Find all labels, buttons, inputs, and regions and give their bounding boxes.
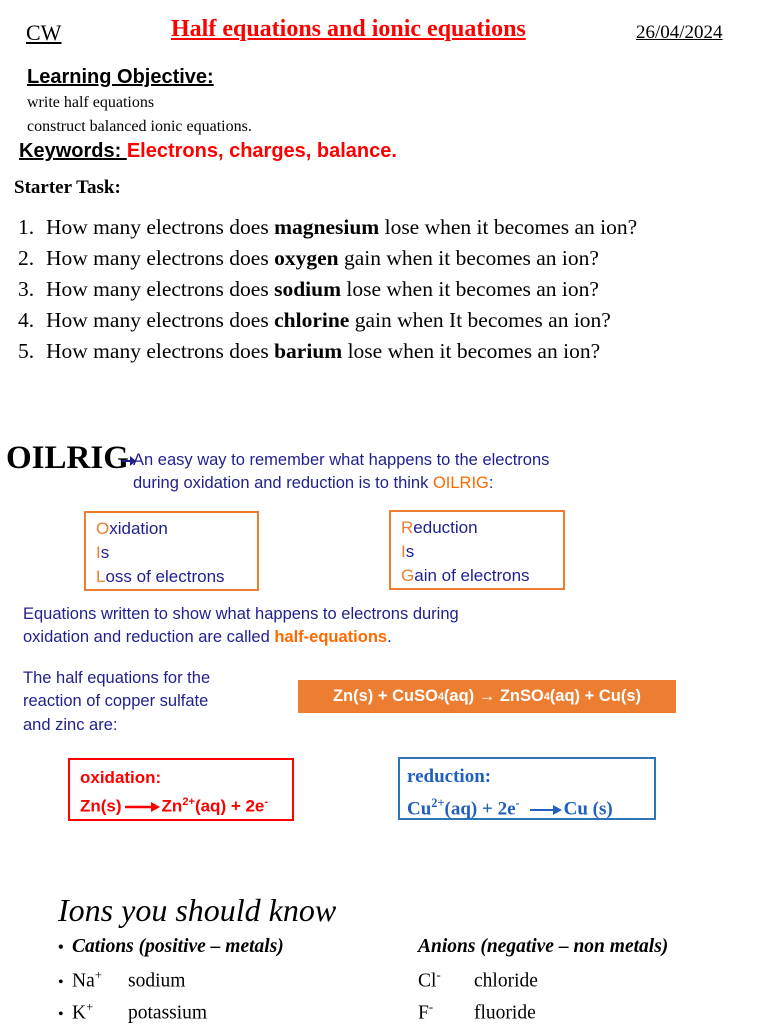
ions-heading: Ions you should know bbox=[58, 892, 337, 928]
page-title: Half equations and ionic equations bbox=[171, 16, 526, 42]
cation-row: • K+ potassium bbox=[58, 1000, 208, 1024]
starter-question: 3. How many electrons does sodium lose when it becomes an ion? bbox=[18, 277, 599, 301]
learning-objective-heading: Learning Objective: bbox=[27, 66, 214, 88]
half-equation-explanation: oxidation and reduction are called half-equations. bbox=[23, 628, 392, 646]
half-equation-explanation: Equations written to show what happens to electrons during bbox=[23, 605, 459, 623]
reaction-text: and zinc are: bbox=[23, 716, 118, 734]
cation-row: • Na+ sodium bbox=[58, 968, 186, 992]
arrow-icon bbox=[520, 804, 564, 816]
overall-equation: Zn(s) + CuSO 4 (aq) → ZnSO 4 (aq) + Cu(s) bbox=[298, 680, 676, 713]
lesson-date: 26/04/2024 bbox=[636, 22, 723, 43]
oilrig-intro-line: during oxidation and reduction is to think OILRIG: bbox=[133, 474, 494, 492]
oxidation-mnemonic-box: Oxidation Is Loss of electrons bbox=[84, 511, 259, 591]
starter-question: 2. How many electrons does oxygen gain when it becomes an ion? bbox=[18, 246, 599, 270]
oxidation-half-equation: oxidation: Zn(s) $Zn^{2+}(aq) + 2e^-$ bbox=[68, 758, 294, 821]
reduction-half-equation: reduction: $Cu^{2+}(aq) + 2e^-$ Cu (s) bbox=[398, 757, 656, 820]
objective-line: write half equations bbox=[27, 94, 155, 111]
starter-task-heading: Starter Task: bbox=[14, 177, 121, 198]
oilrig-intro-line: An easy way to remember what happens to the electrons bbox=[133, 451, 550, 469]
bullet: • bbox=[58, 939, 64, 956]
keywords-line bbox=[19, 140, 397, 163]
starter-question: 5. How many electrons does barium lose when it becomes an ion? bbox=[18, 339, 601, 363]
keywords-label: Keywords: bbox=[19, 140, 127, 162]
class-work-label: CW bbox=[26, 20, 62, 45]
objective-line: construct balanced ionic equations. bbox=[27, 118, 252, 135]
cations-heading: • Cations (positive – metals) bbox=[58, 936, 284, 957]
reaction-text: The half equations for the bbox=[23, 669, 211, 687]
anions-heading: Anions (negative – non metals) bbox=[418, 936, 669, 957]
anion-row: Cl- chloride bbox=[418, 968, 538, 992]
reaction-text: reaction of copper sulfate bbox=[23, 692, 209, 710]
starter-question: 1. How many electrons does magnesium lose when it becomes an ion? bbox=[18, 215, 638, 239]
keywords-value: Electrons, charges, balance. bbox=[126, 140, 397, 162]
reduction-label: reduction: bbox=[407, 766, 492, 787]
starter-question: 4. How many electrons does chlorine gain when It becomes an ion? bbox=[18, 308, 611, 332]
anion-row: F- fluoride bbox=[418, 1000, 536, 1024]
reduction-mnemonic-box: Reduction Is Gain of electrons bbox=[389, 510, 565, 590]
arrow-icon bbox=[122, 801, 162, 813]
oxidation-label: oxidation: bbox=[80, 768, 162, 787]
oilrig-title: OILRIG bbox=[6, 440, 129, 476]
